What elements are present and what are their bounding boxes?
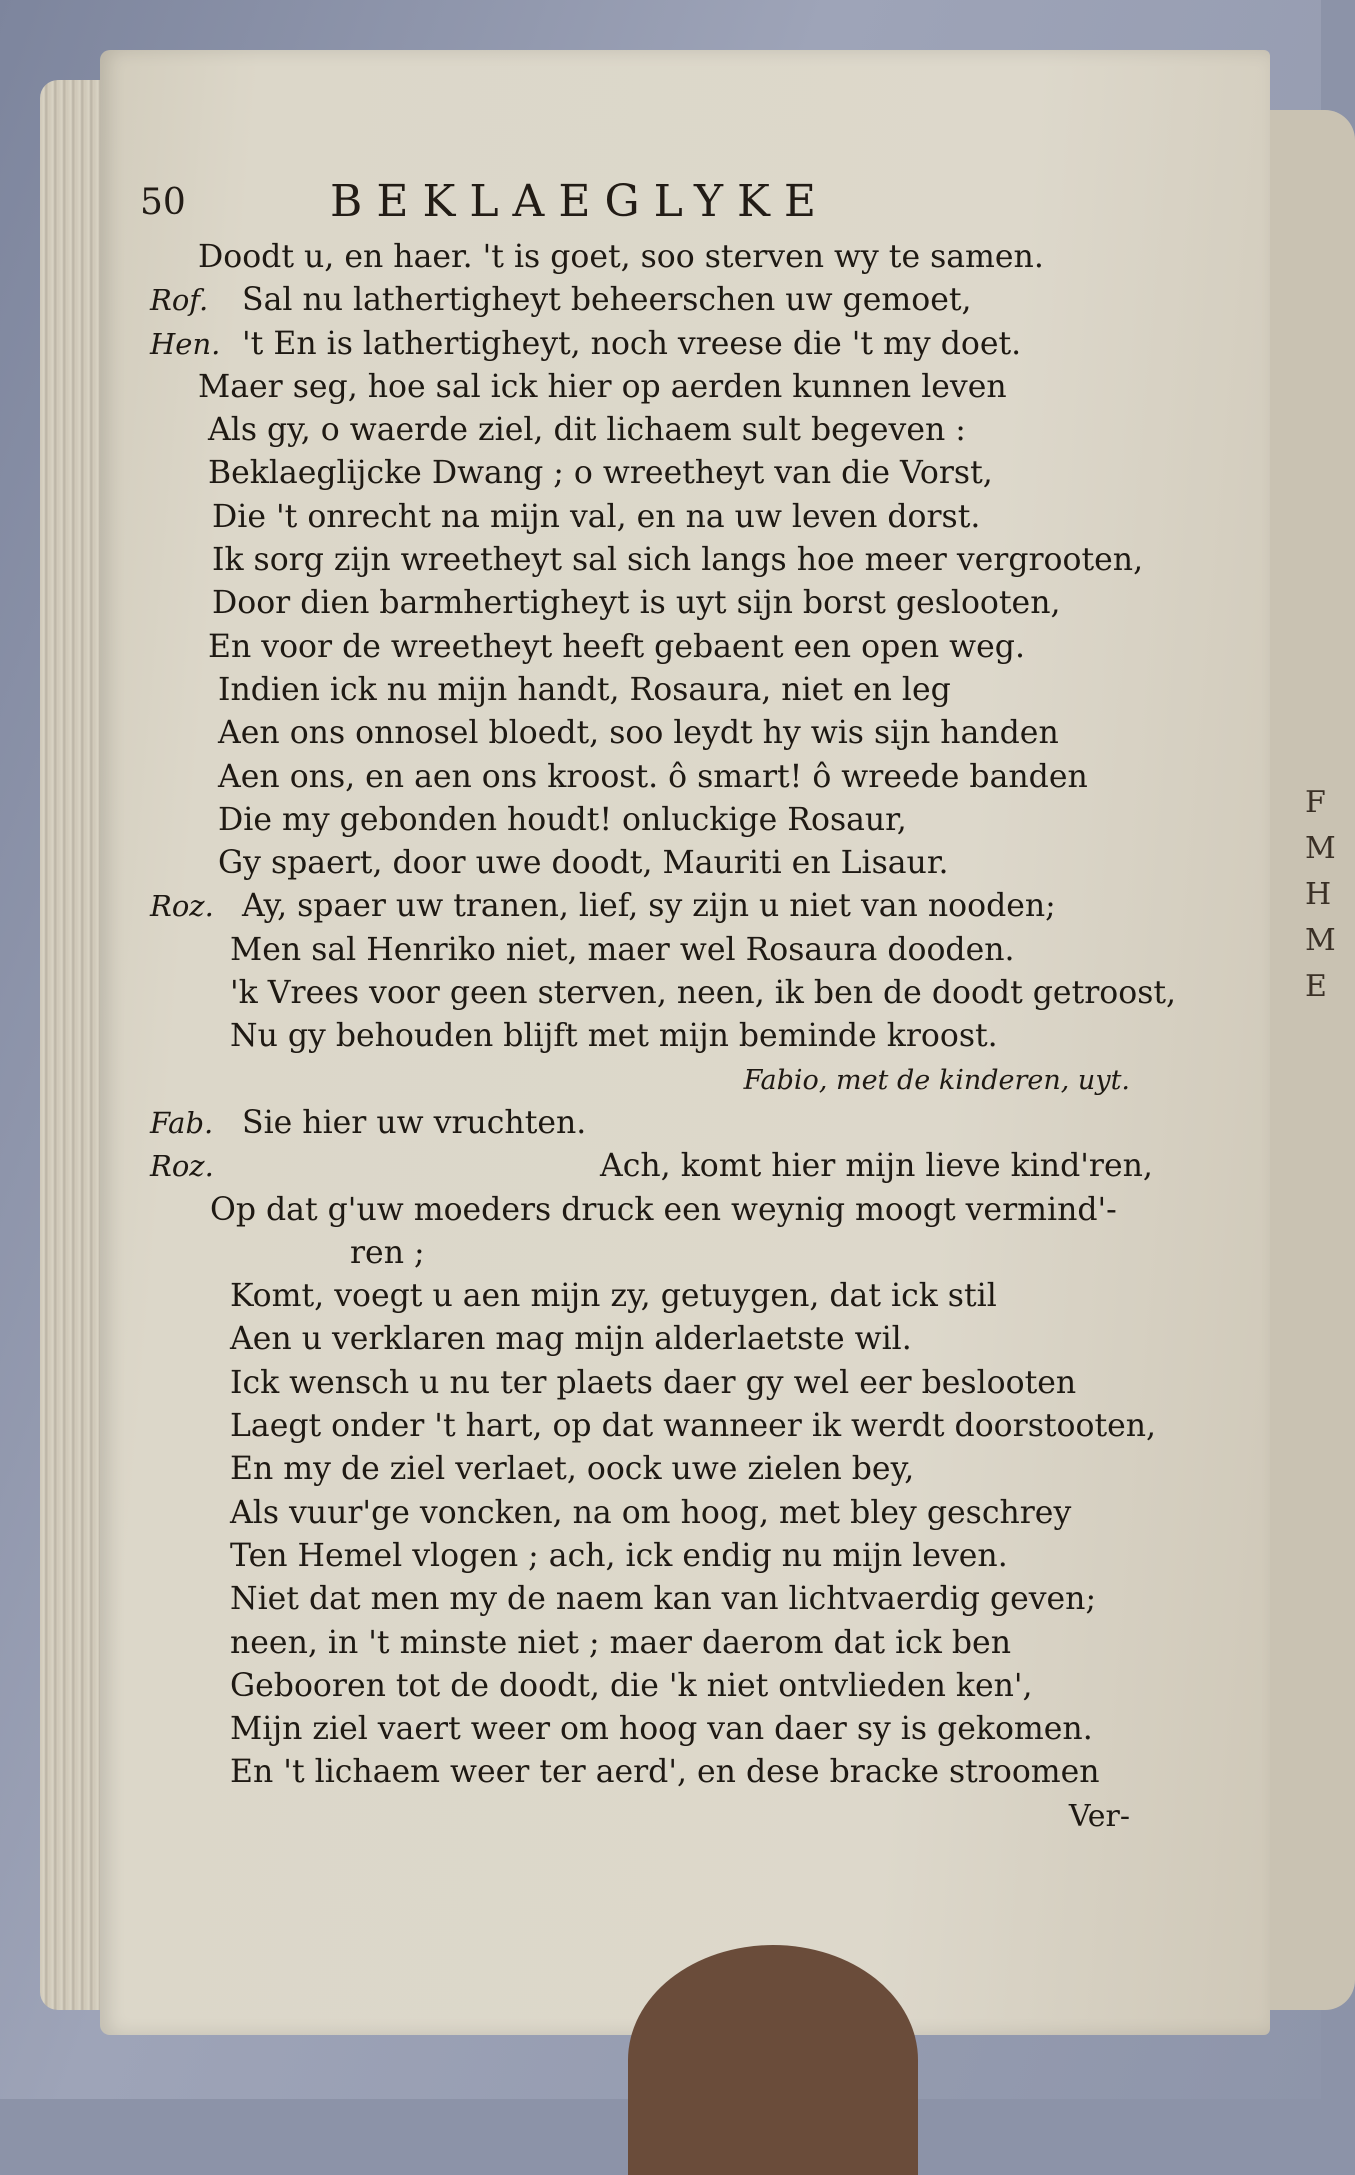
verse-line: [150, 1708, 1190, 1751]
verse-text-line: Doodt u, en haer. 't is goet, soo sterven wy te samen.: [198, 239, 1044, 275]
page-number: 50: [140, 182, 186, 223]
verse-text-line: Als vuur'ge voncken, na om hoog, met bley geschrey: [230, 1494, 1072, 1531]
verse-text-line: Aen ons, en aen ons kroost. ô smart! ô wreede banden: [218, 758, 1088, 795]
running-title: BEKLAEGLYKE: [330, 176, 831, 227]
verse-text-line: Ten Hemel vlogen ; ach, ick endig nu mijn leven.: [230, 1537, 1008, 1574]
verse-line: [150, 626, 1190, 669]
verse-line: [150, 842, 1190, 885]
verse-line: [150, 1015, 1190, 1058]
verse-text-line: Mijn ziel vaert weer om hoog van daer sy is gekomen.: [230, 1711, 1093, 1748]
facing-page-letter: M: [1305, 831, 1336, 866]
page-header: [140, 168, 1040, 238]
verse-line: [150, 1145, 1190, 1188]
catchword: Ver-: [1068, 1798, 1130, 1834]
verse-line: [150, 799, 1190, 842]
verse-text-line: neen, in 't minste niet ; maer daerom dat ick ben: [230, 1624, 1011, 1661]
verse-text-line: Sal nu lathertigheyt beheerschen uw gemoet,: [242, 282, 972, 319]
verse-line: [150, 1318, 1190, 1361]
verse-text-line: Indien ick nu mijn handt, Rosaura, niet en leg: [218, 671, 951, 708]
facing-page-letter: E: [1305, 969, 1327, 1004]
verse-text-line: Als gy, o waerde ziel, dit lichaem sult begeven :: [208, 412, 966, 449]
speaker-label: Roz.: [150, 889, 214, 924]
verse-line: [150, 409, 1190, 452]
verse-line: [150, 1189, 1190, 1232]
verse-text-line: Aen u verklaren mag mijn alderlaetste wil.: [230, 1321, 912, 1358]
verse-text-line: Gy spaert, door uwe doodt, Mauriti en Lisaur.: [218, 845, 949, 882]
speaker-label: Rof.: [150, 283, 209, 318]
verse-line: [150, 1275, 1190, 1318]
verse-text-line: En voor de wreetheyt heeft gebaent een open weg.: [208, 628, 1025, 665]
verse-text-line: Maer seg, hoe sal ick hier op aerden kunnen leven: [198, 368, 1007, 405]
verse-text-line: Aen ons onnosel bloedt, soo leydt hy wis sijn handen: [218, 715, 1059, 752]
verse-line: [150, 539, 1190, 582]
verse-line: [150, 236, 1190, 279]
verse-text-line: En 't lichaem weer ter aerd', en dese bracke stroomen: [230, 1754, 1100, 1791]
verse-text-line: ren ;: [350, 1234, 425, 1271]
verse-text-line: 't En is lathertigheyt, noch vreese die 't my doet.: [242, 325, 1022, 362]
verse-text-line: Op dat g'uw moeders druck een weynig moogt vermind'-: [210, 1191, 1117, 1228]
verse-line: [150, 1362, 1190, 1405]
verse-text-line: Niet dat men my de naem kan van lichtvaerdig geven;: [230, 1581, 1097, 1618]
verse-line: [150, 669, 1190, 712]
speaker-label: Hen.: [150, 326, 221, 361]
verse-line: [150, 1751, 1190, 1794]
verse-line: [150, 929, 1190, 972]
verse-line: [150, 1622, 1190, 1665]
facing-page-letter: H: [1305, 877, 1332, 912]
verse-text-line: Die my gebonden houdt! onluckige Rosaur,: [218, 801, 907, 838]
verse-text-line: Laegt onder 't hart, op dat wanneer ik werdt doorstooten,: [230, 1408, 1157, 1445]
verse-text-line: Sie hier uw vruchten.: [242, 1104, 587, 1141]
verse-line: [150, 1405, 1190, 1448]
verse-line: [150, 279, 1190, 322]
verse-line: [150, 972, 1190, 1015]
verse-text-line: Die 't onrecht na mijn val, en na uw leven dorst.: [212, 498, 981, 535]
facing-page-letter: M: [1305, 923, 1336, 958]
verse-line: [150, 1102, 1190, 1145]
verse-line: [150, 1578, 1190, 1621]
verse-line: [150, 1059, 1190, 1102]
verse-line: [150, 1535, 1190, 1578]
verse-line: [150, 885, 1190, 928]
verse-line: [150, 496, 1190, 539]
verse-line: [150, 582, 1190, 625]
verse-line: [150, 712, 1190, 755]
thumb: [628, 1945, 918, 2175]
verse-text: [150, 236, 1190, 1838]
verse-text-line: En my de ziel verlaet, oock uwe zielen bey,: [230, 1451, 915, 1488]
verse-text-line: Ach, komt hier mijn lieve kind'ren,: [600, 1148, 1153, 1185]
verse-line: [150, 452, 1190, 495]
verse-text-line: Komt, voegt u aen mijn zy, getuygen, dat ick stil: [230, 1278, 997, 1315]
stage-direction: Fabio, met de kinderen, uyt.: [743, 1064, 1130, 1096]
verse-line: [150, 1448, 1190, 1491]
verse-text-line: Gebooren tot de doodt, die 'k niet ontvlieden ken',: [230, 1667, 1033, 1704]
verse-line: [150, 756, 1190, 799]
verse-line: [150, 323, 1190, 366]
facing-page-letters: [1305, 780, 1336, 1010]
verse-text-line: Beklaeglijcke Dwang ; o wreetheyt van die Vorst,: [208, 455, 993, 492]
verse-line: [150, 366, 1190, 409]
verse-text-line: Ay, spaer uw tranen, lief, sy zijn u niet van nooden;: [242, 888, 1056, 925]
verse-text-line: Ik sorg zijn wreetheyt sal sich langs hoe meer vergrooten,: [212, 542, 1144, 579]
verse-text-line: Ick wensch u nu ter plaets daer gy wel eer beslooten: [230, 1364, 1077, 1401]
verse-line: [150, 1232, 1190, 1275]
speaker-label: Fab.: [150, 1105, 214, 1140]
verse-text-line: 'k Vrees voor geen sterven, neen, ik ben de doodt getroost,: [230, 975, 1177, 1012]
facing-page-letter: F: [1305, 785, 1326, 820]
verse-text-line: Door dien barmhertigheyt is uyt sijn borst geslooten,: [212, 585, 1061, 622]
verse-line: [150, 1492, 1190, 1535]
verse-text-line: Men sal Henriko niet, maer wel Rosaura dooden.: [230, 931, 1015, 968]
speaker-label: Roz.: [150, 1149, 214, 1184]
verse-text-line: Nu gy behouden blijft met mijn beminde kroost.: [230, 1018, 998, 1055]
catchword-line: [150, 1795, 1190, 1838]
verse-line: [150, 1665, 1190, 1708]
